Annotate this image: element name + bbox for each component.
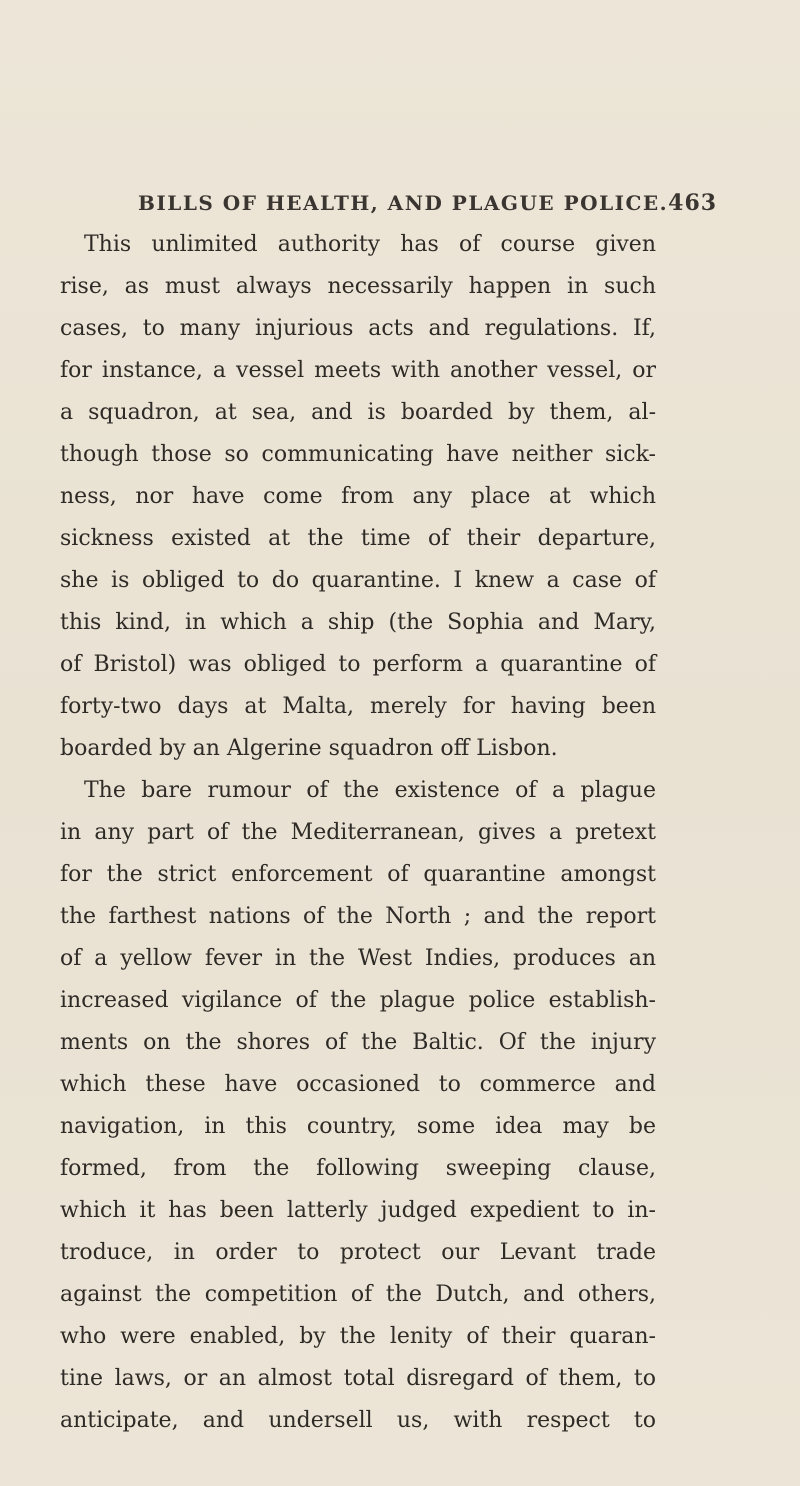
text-line: rise, as must always necessarily happen in such: [60, 274, 656, 299]
running-head: [138, 190, 718, 216]
text-line: for instance, a vessel meets with another vessel, or: [60, 358, 656, 383]
text-line: navigation, in this country, some idea may be: [60, 1114, 656, 1139]
text-line: This unlimited authority has of course given: [84, 232, 656, 257]
text-line: which these have occasioned to commerce and: [60, 1072, 656, 1097]
text-line: this kind, in which a ship (the Sophia and Mary,: [60, 610, 656, 635]
text-line: she is obliged to do quarantine. I knew a case of: [60, 568, 656, 593]
text-line: though those so communicating have neither sick-: [60, 442, 656, 467]
text-line: anticipate, and undersell us, with respect to: [60, 1408, 656, 1433]
text-line: the farthest nations of the North ; and the report: [60, 904, 656, 929]
text-line: of Bristol) was obliged to perform a quarantine of: [60, 652, 656, 677]
text-line: in any part of the Mediterranean, gives a pretext: [60, 820, 656, 845]
text-line: sickness existed at the time of their departure,: [60, 526, 656, 551]
running-head-title: BILLS OF HEALTH, AND PLAGUE POLICE.: [138, 191, 669, 215]
text-line: cases, to many injurious acts and regulations. If,: [60, 316, 656, 341]
text-line: formed, from the following sweeping clause,: [60, 1156, 656, 1181]
text-line: a squadron, at sea, and is boarded by them, al-: [60, 400, 656, 425]
text-line: against the competition of the Dutch, and others,: [60, 1282, 656, 1307]
text-line: tine laws, or an almost total disregard of them, to: [60, 1366, 656, 1391]
text-line: The bare rumour of the existence of a plague: [84, 778, 656, 803]
text-line: increased vigilance of the plague police establish-: [60, 988, 656, 1013]
page-number: 463: [668, 190, 718, 216]
text-line: ments on the shores of the Baltic. Of the injury: [60, 1030, 656, 1055]
text-line: who were enabled, by the lenity of their quaran-: [60, 1324, 656, 1349]
text-line: boarded by an Algerine squadron off Lisbon.: [60, 736, 558, 761]
body-text: [60, 224, 656, 1442]
text-line: ness, nor have come from any place at which: [60, 484, 656, 509]
text-line: which it has been latterly judged expedient to in-: [60, 1198, 656, 1223]
text-line: for the strict enforcement of quarantine amongst: [60, 862, 656, 887]
text-line: forty-two days at Malta, merely for having been: [60, 694, 656, 719]
text-line: troduce, in order to protect our Levant trade: [60, 1240, 656, 1265]
text-line: of a yellow fever in the West Indies, produces an: [60, 946, 656, 971]
